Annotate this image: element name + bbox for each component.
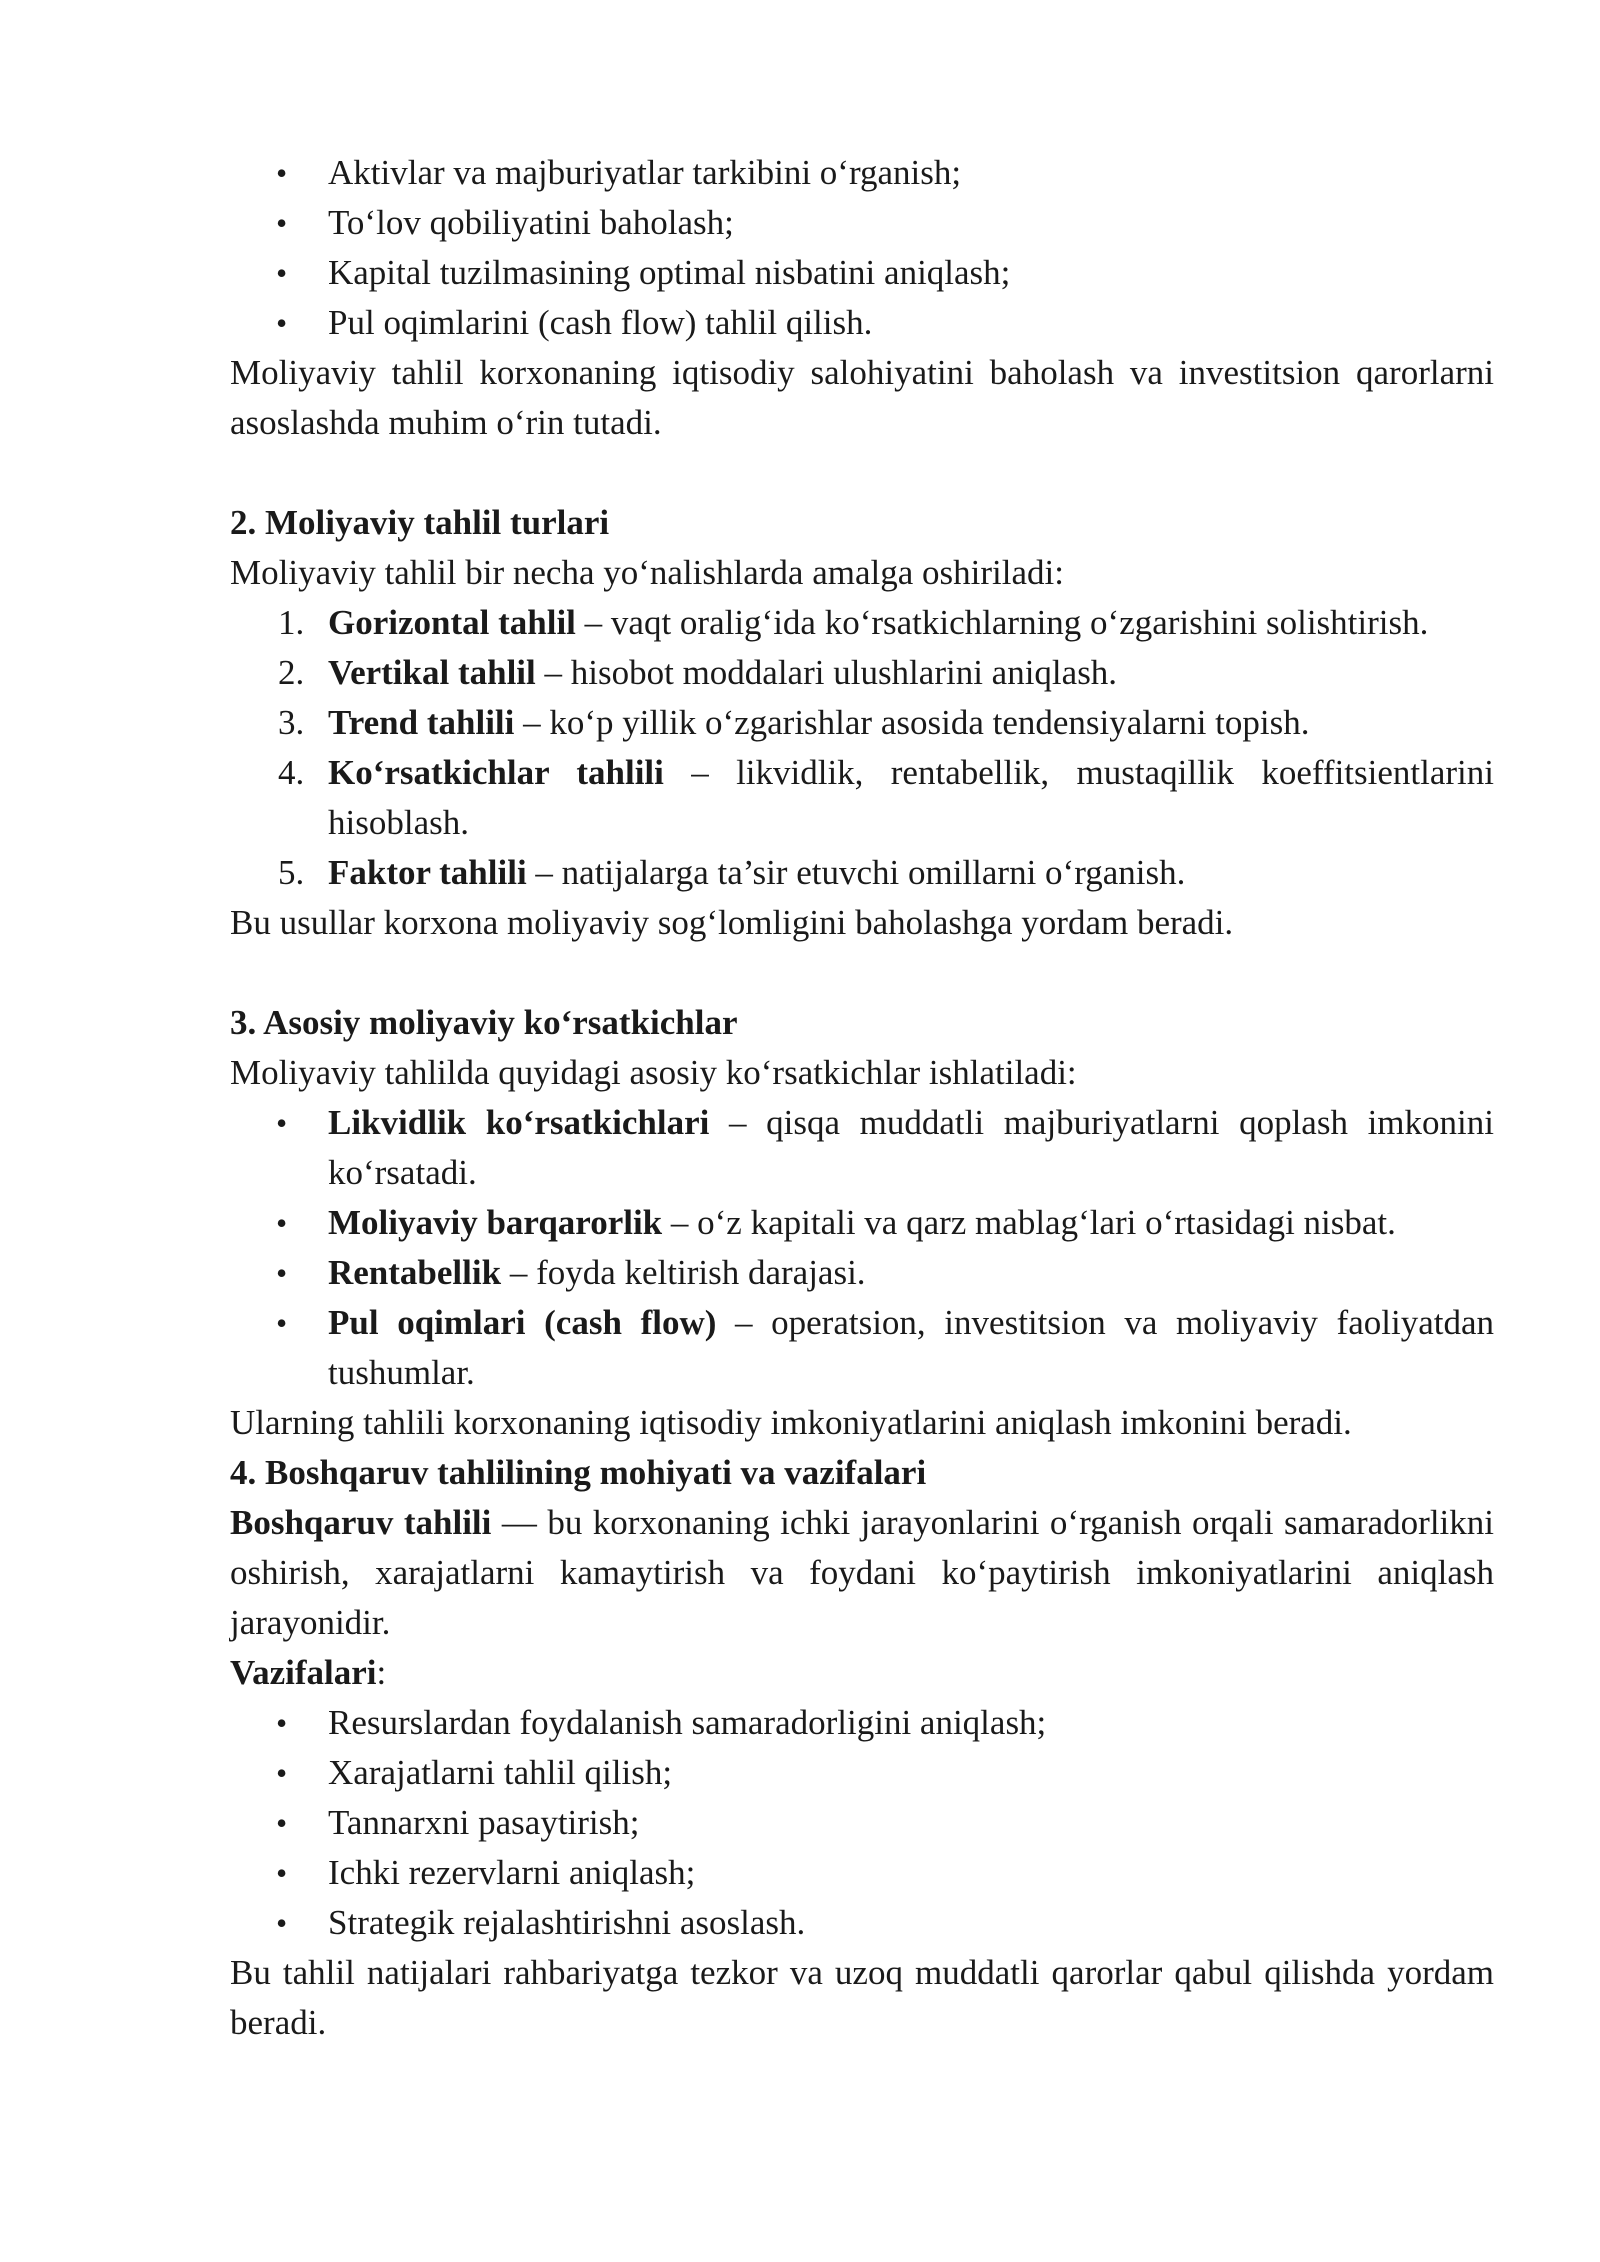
term: Rentabellik xyxy=(328,1253,502,1292)
term-description: – vaqt oralig‘ida ko‘rsatkichlarning o‘zgarishini solishtirish. xyxy=(575,603,1429,642)
list-item xyxy=(230,1848,1494,1898)
section-2-lead: Moliyaviy tahlil bir necha yo‘nalishlarda amalga oshiriladi: xyxy=(230,553,1064,592)
list-item xyxy=(230,1298,1494,1398)
list-item xyxy=(230,1898,1494,1948)
section-4-definition xyxy=(230,1498,1494,1648)
list-item xyxy=(230,848,1494,898)
term: Ko‘rsatkichlar tahlili xyxy=(328,753,664,792)
definition-text: — bu korxonaning ichki jarayonlarini o‘rganish orqali samaradorlikni oshirish, xarajatlarni kamaytirish va foydani ko‘paytirish imkoniyatlarini aniqlash jarayonidir. xyxy=(230,1503,1494,1642)
section-2-heading: 2. Moliyaviy tahlil turlari xyxy=(230,503,610,542)
list-item xyxy=(230,1198,1494,1248)
section-4-heading: 4. Boshqaruv tahlilining mohiyati va vazifalari xyxy=(230,1453,927,1492)
term-description: – qisqa muddatli majburiyatlarni qoplash imkonini ko‘rsatadi. xyxy=(328,1103,1494,1192)
list-item-text: Xarajatlarni tahlil qilish; xyxy=(328,1753,673,1792)
section-2-summary: Bu usullar korxona moliyaviy sog‘lomligini baholashga yordam beradi. xyxy=(230,903,1234,942)
list-item xyxy=(230,1248,1494,1298)
section-3-summary: Ularning tahlili korxonaning iqtisodiy imkoniyatlarini aniqlash imkonini beradi. xyxy=(230,1403,1352,1442)
list-number: 1. xyxy=(278,603,305,642)
list-item xyxy=(230,1798,1494,1848)
list-item xyxy=(230,748,1494,848)
list-item xyxy=(230,1698,1494,1748)
term-description: – o‘z kapitali va qarz mablag‘lari o‘rtasidagi nisbat. xyxy=(662,1203,1396,1242)
list-number: 4. xyxy=(278,753,305,792)
list-item xyxy=(230,148,1494,198)
document-page xyxy=(230,148,1494,2048)
term-description: – operatsion, investitsion va moliyaviy faoliyatdan tushumlar. xyxy=(328,1303,1494,1392)
list-item xyxy=(230,1748,1494,1798)
list-item xyxy=(230,648,1494,698)
list-item xyxy=(230,698,1494,748)
term-description: – ko‘p yillik o‘zgarishlar asosida tendensiyalarni topish. xyxy=(514,703,1310,742)
term: Moliyaviy barqarorlik xyxy=(328,1203,663,1242)
list-item xyxy=(230,298,1494,348)
list-item-text: Ichki rezervlarni aniqlash; xyxy=(328,1853,696,1892)
term: Likvidlik ko‘rsatkichlari xyxy=(328,1103,710,1142)
section-3-bullet-list xyxy=(230,1098,1494,1398)
section-3-lead: Moliyaviy tahlilda quyidagi asosiy ko‘rsatkichlar ishlatiladi: xyxy=(230,1053,1077,1092)
intro-bullet-list xyxy=(230,148,1494,348)
spacer xyxy=(230,448,1494,498)
list-item-text: Resurslardan foydalanish samaradorligini aniqlash; xyxy=(328,1703,1047,1742)
list-number: 5. xyxy=(278,853,305,892)
list-item xyxy=(230,198,1494,248)
term: Faktor tahlili xyxy=(328,853,527,892)
list-item-text: To‘lov qobiliyatini baholash; xyxy=(328,203,734,242)
intro-summary: Moliyaviy tahlil korxonaning iqtisodiy salohiyatini baholash va investitsion qarorlarni asoslashda muhim o‘rin tutadi. xyxy=(230,353,1494,442)
list-number: 2. xyxy=(278,653,305,692)
tasks-label-line xyxy=(230,1648,1494,1698)
list-item-text: Kapital tuzilmasining optimal nisbatini aniqlash; xyxy=(328,253,1011,292)
section-4-summary: Bu tahlil natijalari rahbariyatga tezkor va uzoq muddatli qarorlar qabul qilishda yordam beradi. xyxy=(230,1953,1494,2042)
list-item xyxy=(230,248,1494,298)
list-item xyxy=(230,598,1494,648)
spacer xyxy=(230,948,1494,998)
tasks-label: Vazifalari xyxy=(230,1653,377,1692)
definition-term: Boshqaruv tahlili xyxy=(230,1503,492,1542)
term: Pul oqimlari (cash flow) xyxy=(328,1303,717,1342)
list-item-text: Tannarxni pasaytirish; xyxy=(328,1803,640,1842)
term-description: – hisobot moddalari ulushlarini aniqlash. xyxy=(535,653,1118,692)
list-item-text: Strategik rejalashtirishni asoslash. xyxy=(328,1903,806,1942)
section-2-numbered-list xyxy=(230,598,1494,898)
term: Trend tahlili xyxy=(328,703,515,742)
tasks-bullet-list xyxy=(230,1698,1494,1948)
list-item xyxy=(230,1098,1494,1198)
term-description: – foyda keltirish darajasi. xyxy=(501,1253,866,1292)
section-3-heading: 3. Asosiy moliyaviy ko‘rsatkichlar xyxy=(230,1003,738,1042)
term: Gorizontal tahlil xyxy=(328,603,576,642)
tasks-colon: : xyxy=(376,1653,387,1692)
term-description: – likvidlik, rentabellik, mustaqillik koeffitsientlarini hisoblash. xyxy=(328,753,1494,842)
list-item-text: Aktivlar va majburiyatlar tarkibini o‘rganish; xyxy=(328,153,962,192)
list-item-text: Pul oqimlarini (cash flow) tahlil qilish. xyxy=(328,303,873,342)
term-description: – natijalarga ta’sir etuvchi omillarni o‘rganish. xyxy=(526,853,1186,892)
term: Vertikal tahlil xyxy=(328,653,536,692)
list-number: 3. xyxy=(278,703,305,742)
